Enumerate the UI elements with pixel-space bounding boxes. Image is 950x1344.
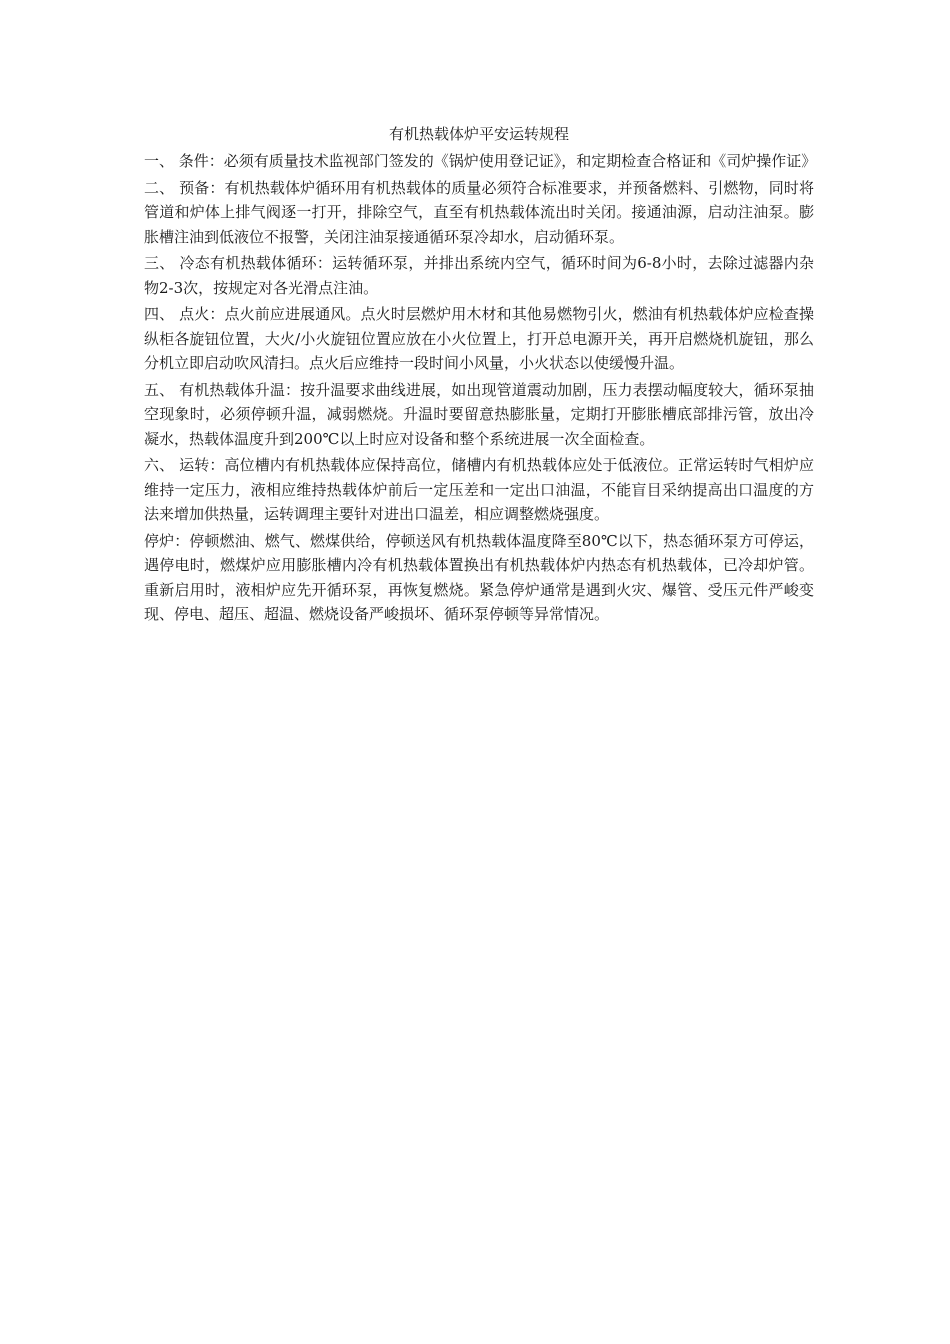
paragraph-shutdown: 停炉：停顿燃油、燃气、燃煤供给，停顿送风有机热载体温度降至80℃以下，热态循环泵方可停运，遇停电时，燃煤炉应用膨胀槽内冷有机热载体置换出有机热载体炉内热态有机热载体，已冷却炉管。重新启用时，液相炉应先开循环泵，再恢复燃烧。紧急停炉通常是遇到火灾、爆管、受压元件严峻变现、停电、超压、超温、燃烧设备严峻损坏、循环泵停顿等异常情况。	[144, 531, 814, 623]
document-title: 有机热载体炉平安运转规程	[388, 125, 569, 143]
document-page	[144, 122, 817, 629]
paragraph-ignition: 四、 点火：点火前应进展通风。点火时层燃炉用木材和其他易燃物引火，燃油有机热载体炉应检查操纵柜各旋钮位置，大火/小火旋钮位置应放在小火位置上，打开总电源开关，再开启燃烧机旋钮，那么分机立即启动吹风清扫。点火后应维持一段时间小风量，小火状态以使缓慢升温。	[144, 305, 814, 372]
paragraph-operation: 六、 运转：高位槽内有机热载体应保持高位，储槽内有机热载体应处于低液位。正常运转时气相炉应维持一定压力，液相应维持热载体炉前后一定压差和一定出口油温，不能盲目采纳提高出口温度的方法来增加供热量，运转调理主要针对进出口温差，相应调整燃烧强度。	[144, 456, 814, 523]
paragraph-cold-circulation: 三、 冷态有机热载体循环：运转循环泵，并排出系统内空气，循环时间为6-8小时，去除过滤器内杂物2-3次，按规定对各光滑点注油。	[144, 254, 814, 297]
paragraph-heating: 五、 有机热载体升温：按升温要求曲线进展，如出现管道震动加剧，压力表摆动幅度较大，循环泵抽空现象时，必须停顿升温，减弱燃烧。升温时要留意热膨胀量，定期打开膨胀槽底部排污管，放出冷凝水，热载体温度升到200℃以上时应对设备和整个系统进展一次全面检查。	[144, 380, 814, 448]
paragraph-conditions: 一、 条件：必须有质量技术监视部门签发的《锅炉使用登记证》，和定期检查合格证和《司炉操作证》	[144, 152, 817, 170]
paragraph-preparation: 二、 预备：有机热载体炉循环用有机热载体的质量必须符合标准要求，并预备燃料、引燃物，同时将管道和炉体上排气阀逐一打开，排除空气，直至有机热载体流出时关闭。接通油源，启动注油泵。膨胀槽注油到低液位不报警，关闭注油泵接通循环泵冷却水，启动循环泵。	[144, 178, 814, 246]
